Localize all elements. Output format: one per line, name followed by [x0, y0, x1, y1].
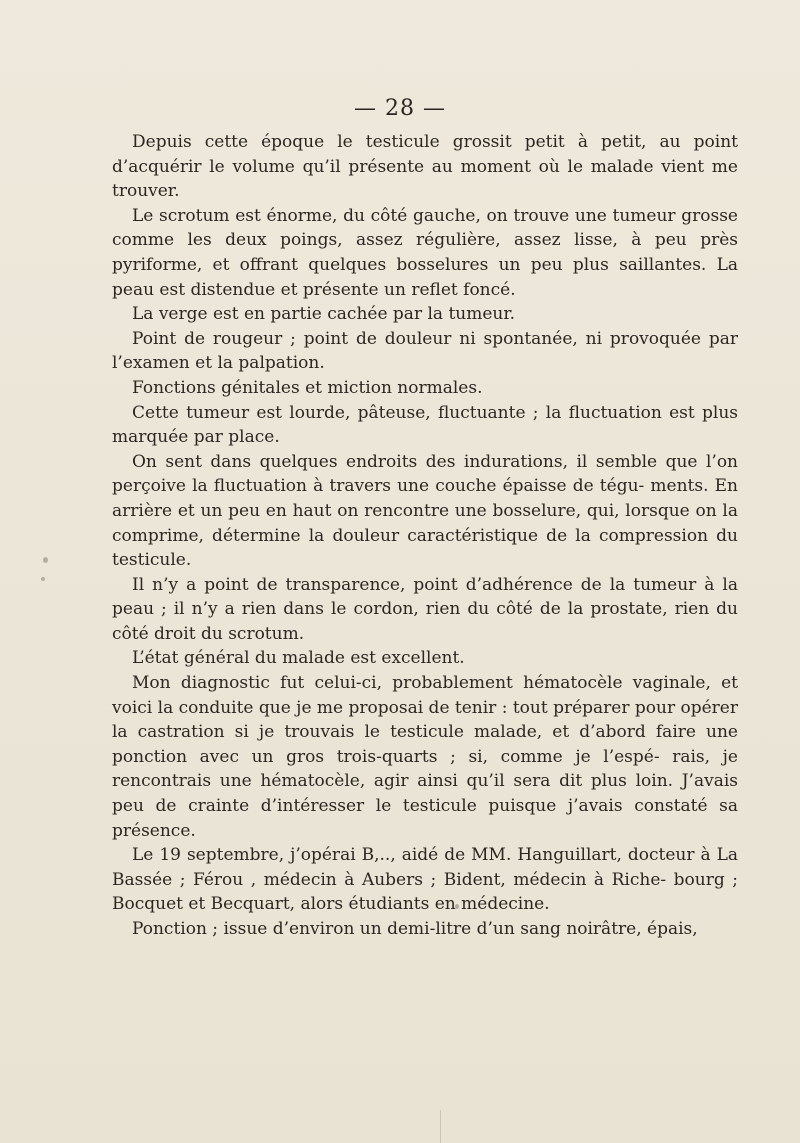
body-text: [112, 130, 738, 942]
paragraph-9: L’état général du malade est excellent.: [132, 648, 465, 669]
paragraph-8: Il n’y a point de transparence, point d’adhérence de la tumeur à la peau ; il n’y a rien dans le cordon, rien du côté de la prostate, rien du côté droit du scrotum.: [112, 574, 738, 644]
paper-fold-mark: [440, 1110, 441, 1143]
paragraph-7: On sent dans quelques endroits des indurations, il semble que l’on perçoive la fluctuation à travers une couche épaisse de tégu- ments. En arrière et un peu en haut on rencontre une bosselure, qui, lorsque on la comprime, détermine la douleur caractéristique de la compression du testicule.: [112, 451, 738, 571]
paragraph-6: Cette tumeur est lourde, pâteuse, fluctuante ; la fluctuation est plus marquée par place.: [112, 402, 738, 448]
paragraph-5: Fonctions génitales et miction normales.: [132, 377, 483, 398]
paragraph-2: Le scrotum est énorme, du côté gauche, on trouve une tumeur grosse comme les deux poings, assez régulière, assez lisse, à peu près pyriforme, et offrant quelques bosselures un peu plus saillantes. La peau est distendue et présente un reflet foncé.: [112, 205, 738, 300]
paragraph-11: Le 19 septembre, j’opérai B,.., aidé de MM. Hanguillart, docteur à La Bassée ; Férou , médecin à Aubers ; Bident, médecin à Riche- bourg ; Bocquet et Becquart, alors étudiants en médecine.: [112, 845, 738, 915]
paragraph-12: Ponction ; issue d’environ un demi-litre d’un sang noirâtre, épais,: [132, 919, 698, 939]
page-number: — 28 —: [354, 96, 446, 121]
paragraph-10: Mon diagnostic fut celui-ci, probablement hématocèle vaginale, et voici la conduite que je me proposai de tenir : tout préparer pour opérer la castration si je trouvais le testicule malade, et d’abord faire une ponction avec un gros trois-quarts ; si, comme je l’espé- rais, je rencontrais une hématocèle, agir ainsi qu’il sera dit plus loin. J’avais peu de crainte d’intéresser le testicule puisque j’avais constaté sa présence.: [112, 673, 738, 841]
paper-speck: [455, 904, 459, 909]
paragraph-1: Depuis cette époque le testicule grossit petit à petit, au point d’acquérir le volume qu’il présente au moment où le malade vient me trouver.: [112, 132, 738, 202]
paper-speck: [43, 557, 48, 563]
paragraph-3: La verge est en partie cachée par la tumeur.: [132, 304, 516, 325]
paragraph-4: Point de rougeur ; point de douleur ni spontanée, ni provoquée par l’examen et la palpation.: [112, 328, 738, 374]
paper-speck: [41, 577, 45, 581]
